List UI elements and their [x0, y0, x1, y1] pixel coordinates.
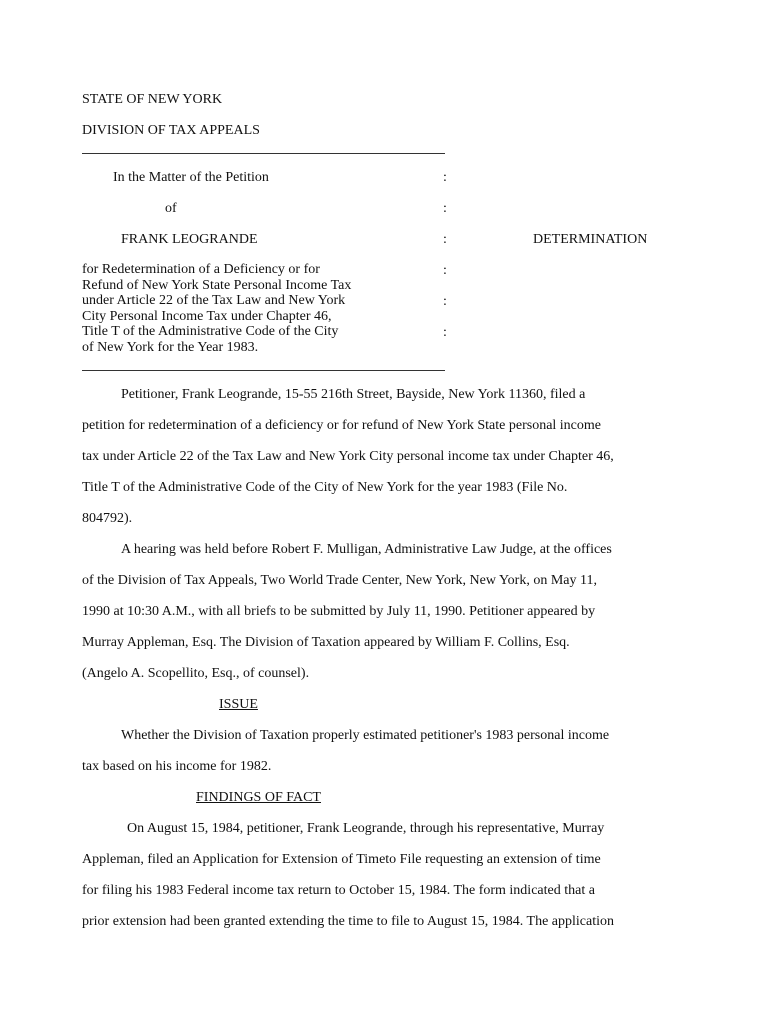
paragraph-line: tax based on his income for 1982.	[82, 759, 272, 774]
findings-heading: FINDINGS OF FACT	[196, 790, 321, 805]
caption-bottom-rule	[82, 370, 445, 371]
paragraph-line: (Angelo A. Scopellito, Esq., of counsel).	[82, 666, 310, 681]
document-title: DETERMINATION	[533, 232, 648, 247]
caption-colon: :	[443, 170, 447, 185]
paragraph-line: Whether the Division of Taxation properly estimated petitioner's 1983 personal income	[121, 728, 610, 743]
findings-paragraph	[82, 813, 662, 937]
intro-paragraph	[82, 379, 662, 534]
caption-colon: :	[443, 232, 447, 247]
caption-colon: :	[443, 263, 447, 278]
paragraph-line: Murray Appleman, Esq. The Division of Taxation appeared by William F. Collins, Esq.	[82, 635, 570, 650]
paragraph-line: of the Division of Tax Appeals, Two World Trade Center, New York, New York, on May 11,	[82, 573, 597, 588]
division-heading: DIVISION OF TAX APPEALS	[82, 123, 260, 138]
paragraph-line: Appleman, filed an Application for Extension of Timeto File requesting an extension of time	[82, 852, 601, 867]
state-heading: STATE OF NEW YORK	[82, 92, 223, 107]
paragraph-line: petition for redetermination of a deficiency or for refund of New York State personal income	[82, 418, 601, 433]
caption-line: Refund of New York State Personal Income Tax	[82, 277, 352, 293]
petitioner-name: FRANK LEOGRANDE	[121, 232, 258, 247]
paragraph-line: A hearing was held before Robert F. Mulligan, Administrative Law Judge, at the offices	[121, 542, 612, 557]
caption-line: under Article 22 of the Tax Law and New York	[82, 293, 346, 308]
issue-heading: ISSUE	[219, 697, 258, 712]
paragraph-line: tax under Article 22 of the Tax Law and New York City personal income tax under Chapter 46,	[82, 449, 614, 464]
caption-colon: :	[443, 201, 447, 216]
caption-colon: :	[443, 325, 447, 340]
paragraph-line: Title T of the Administrative Code of the City of New York for the year 1983 (File No.	[82, 480, 568, 495]
issue-paragraph	[82, 720, 662, 782]
caption-line: of New York for the Year 1983.	[82, 339, 259, 355]
paragraph-line: On August 15, 1984, petitioner, Frank Leogrande, through his representative, Murray	[127, 821, 605, 836]
paragraph-line: prior extension had been granted extending the time to file to August 15, 1984. The application	[82, 914, 615, 929]
paragraph-line: 1990 at 10:30 A.M., with all briefs to be submitted by July 11, 1990. Petitioner appeared by	[82, 604, 596, 619]
paragraph-line: for filing his 1983 Federal income tax return to October 15, 1984. The form indicated that a	[82, 883, 595, 898]
caption-line: City Personal Income Tax under Chapter 46,	[82, 308, 332, 324]
caption-line: Title T of the Administrative Code of the City	[82, 324, 339, 339]
caption-description	[82, 262, 351, 355]
caption-line: for Redetermination of a Deficiency or for	[82, 262, 320, 277]
caption-colon: :	[443, 294, 447, 309]
caption-top-rule	[82, 153, 445, 154]
matter-line: In the Matter of the Petition	[113, 170, 269, 185]
hearing-paragraph	[82, 534, 662, 689]
paragraph-line: 804792).	[82, 511, 133, 526]
paragraph-line: Petitioner, Frank Leogrande, 15-55 216th Street, Bayside, New York 11360, filed a	[121, 387, 586, 402]
of-line: of	[165, 201, 177, 216]
